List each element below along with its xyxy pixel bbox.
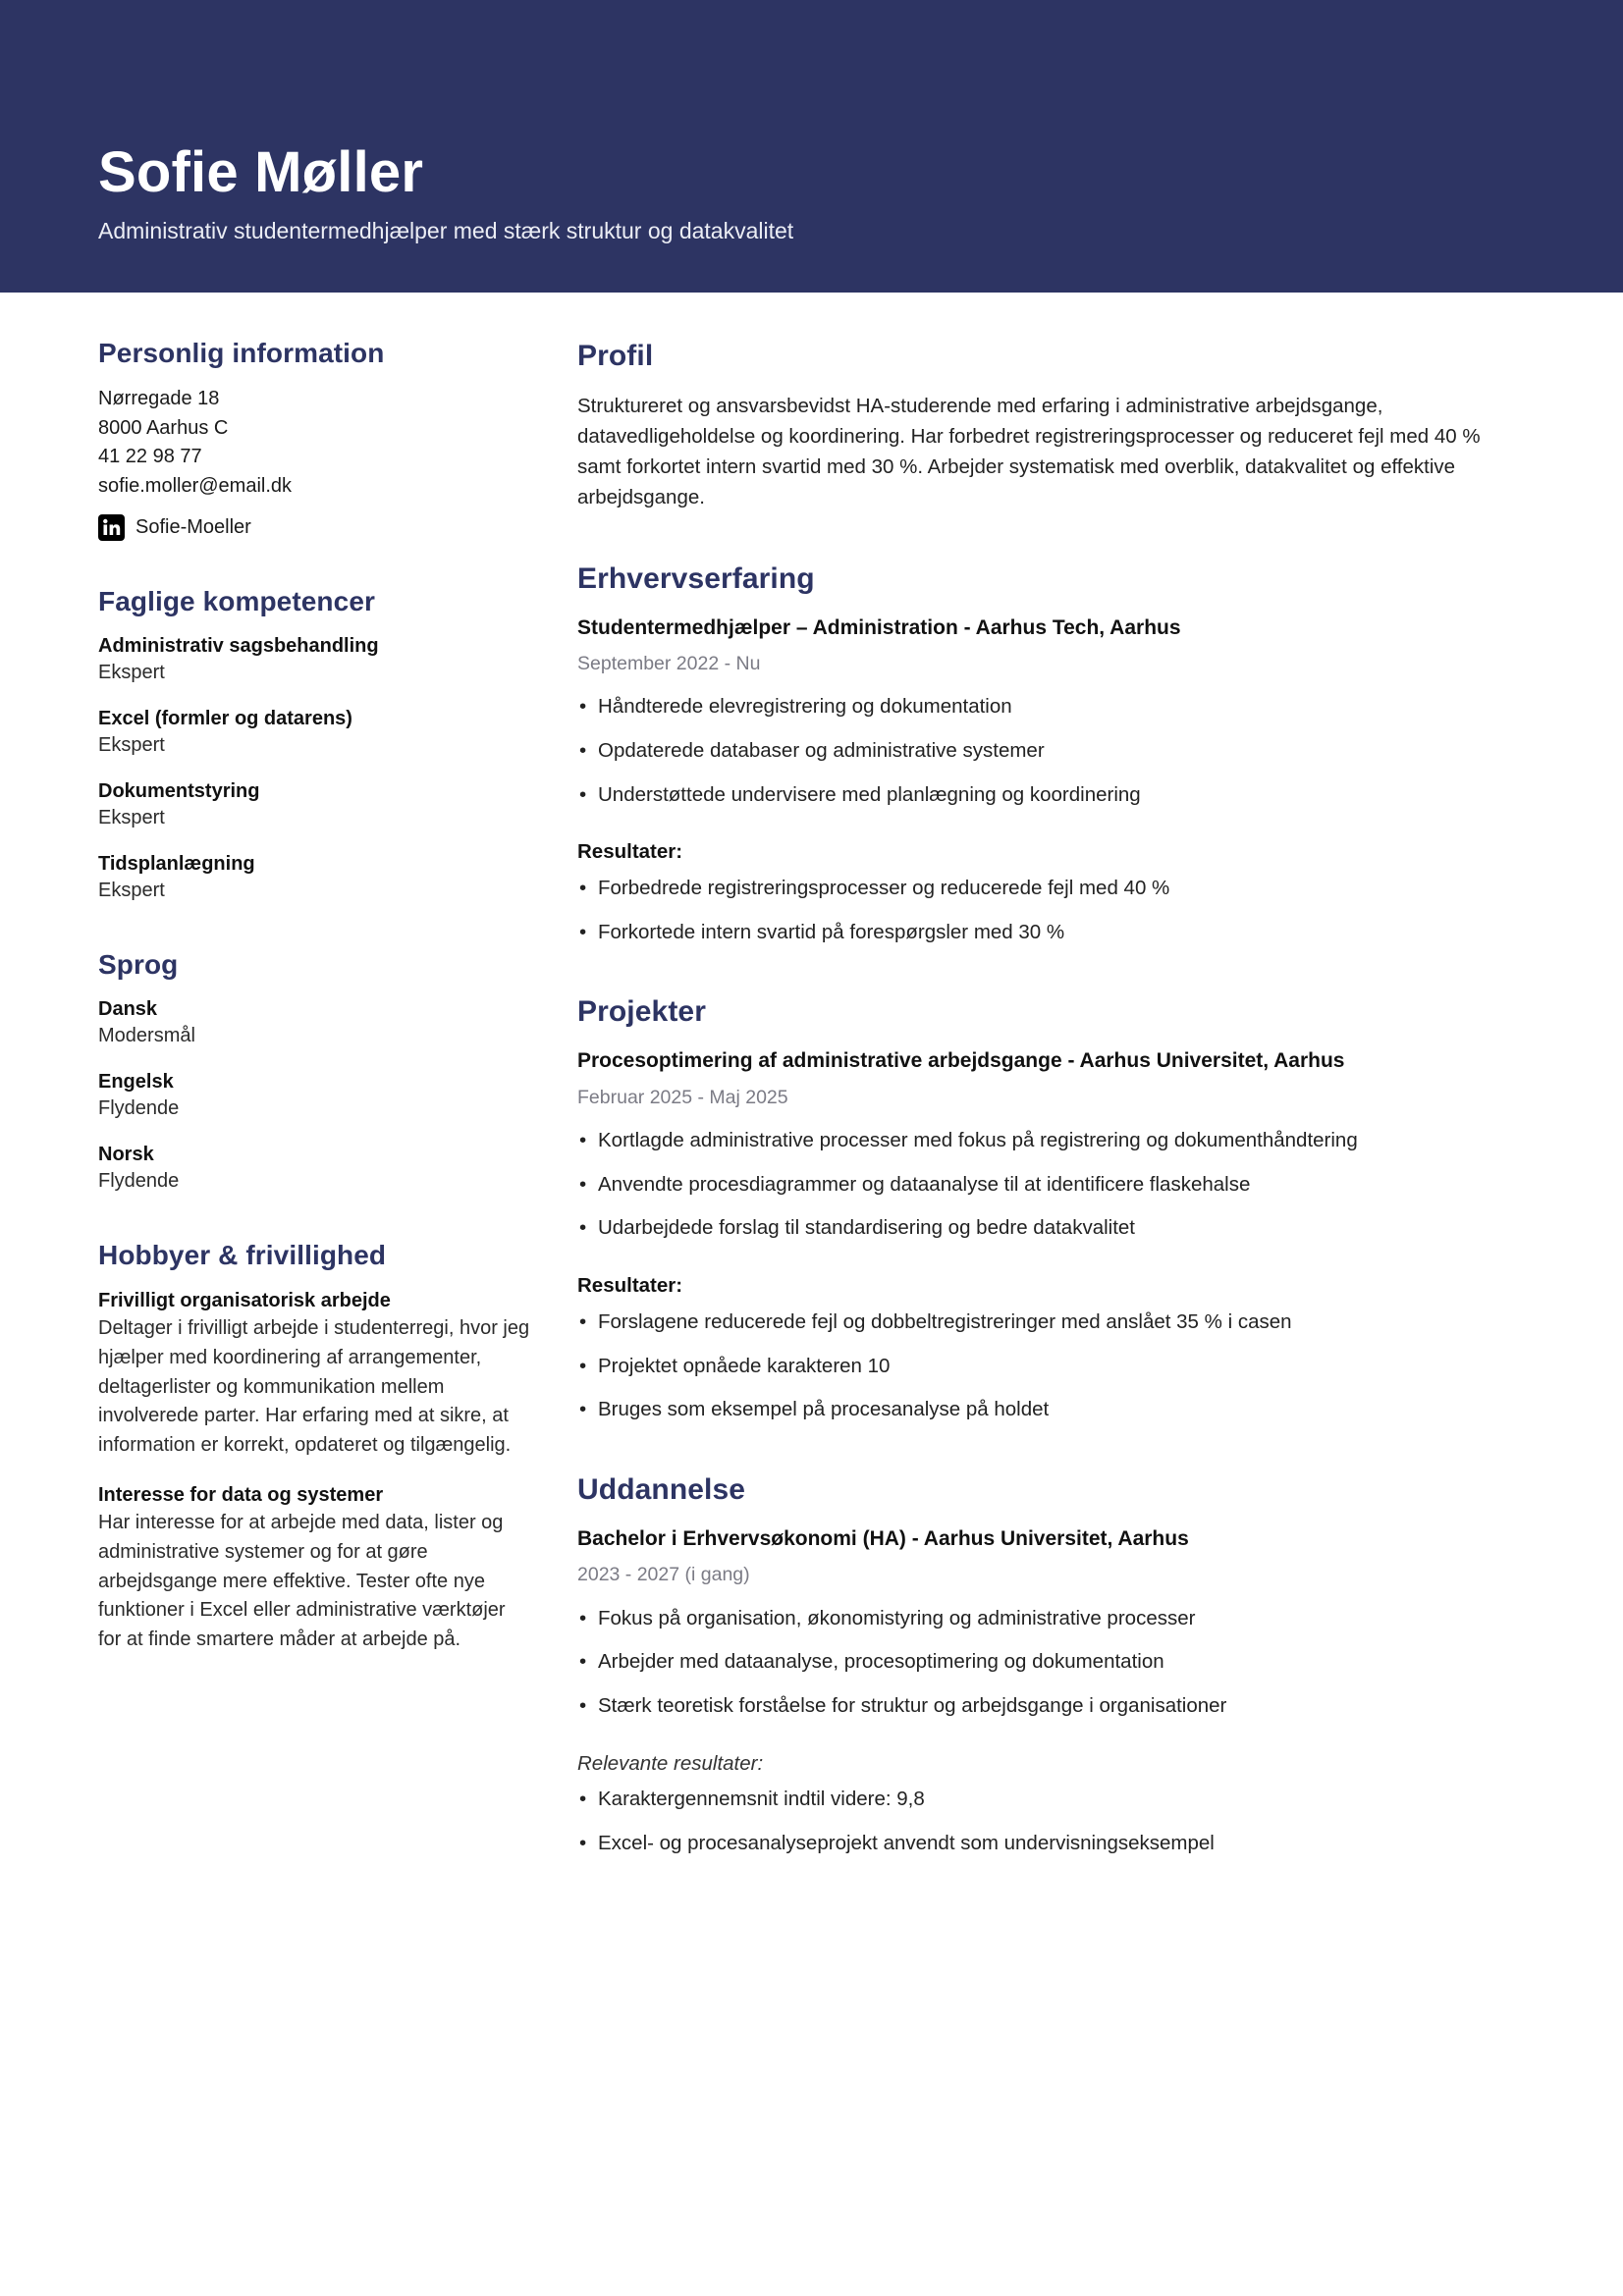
education-bullets <box>577 1605 1535 1721</box>
bullet-item: • Fokus på organisation, økonomistyring og administrative processer <box>577 1605 1535 1633</box>
cv-main-column <box>577 338 1535 1874</box>
language-item <box>98 996 530 1049</box>
linkedin-handle: Sofie-Moeller <box>135 516 251 539</box>
skill-level: Ekspert <box>98 880 165 902</box>
skill-level: Ekspert <box>98 807 165 829</box>
bullet-item: • Håndterede elevregistrering og dokumentation <box>577 693 1535 721</box>
project-title: Procesoptimering af administrative arbejdsgange - Aarhus Universitet, Aarhus <box>577 1049 1345 1073</box>
language-item <box>98 1142 530 1195</box>
language-level: Flydende <box>98 1097 180 1120</box>
section-projects <box>577 995 1535 1423</box>
results-bullets <box>577 875 1535 946</box>
bullet-item: • Arbejder med dataanalyse, procesoptimering og dokumentation <box>577 1648 1535 1677</box>
hobby-text: Deltager i frivilligt arbejde i studenterregi, hvor jeg hjælper med koordinering af arrangementer, deltagerlister og kommunikation mellem involverede parter. Har erfaring med at sikre, at information er korrekt, opdateret og tilgængelig. <box>98 1317 530 1456</box>
hobby-title: Frivilligt organisatorisk arbejde <box>98 1290 391 1312</box>
bullet-item: • Udarbejdede forslag til standardisering og bedre datakvalitet <box>577 1214 1535 1243</box>
section-heading-skills: Faglige kompetencer <box>98 586 375 617</box>
project-entry <box>577 1046 1535 1423</box>
education-results <box>577 1750 1535 1858</box>
results-bullets <box>577 1786 1535 1857</box>
skill-item <box>98 851 530 904</box>
section-heading-hobbies: Hobbyer & frivillighed <box>98 1240 387 1271</box>
hobby-text: Har interesse for at arbejde med data, lister og administrative systemer og for at gøre arbejdsgange mere effektive. Tester ofte nye funktioner i Excel eller administrative værktøjer for at finde smartere måder at arbejde på. <box>98 1512 506 1650</box>
experience-results <box>577 838 1535 946</box>
bullet-item: • Karaktergennemsnit indtil videre: 9,8 <box>577 1786 1535 1814</box>
project-date: Februar 2025 - Maj 2025 <box>577 1086 788 1108</box>
section-personal-information <box>98 338 530 541</box>
contact-phone: 41 22 98 77 <box>98 446 202 468</box>
education-date: 2023 - 2027 (i gang) <box>577 1564 750 1586</box>
results-label: Resultater: <box>577 840 683 864</box>
hobby-item <box>98 1287 530 1460</box>
candidate-name: Sofie Møller <box>98 139 424 204</box>
section-languages <box>98 949 530 1195</box>
section-heading-languages: Sprog <box>98 949 179 981</box>
bullet-item: • Bruges som eksempel på procesanalyse på holdet <box>577 1396 1535 1424</box>
section-hobbies <box>98 1240 530 1654</box>
skill-item <box>98 706 530 759</box>
bullet-item: • Excel- og procesanalyseprojekt anvendt som undervisningseksempel <box>577 1830 1535 1858</box>
language-name: Norsk <box>98 1144 154 1166</box>
experience-title: Studentermedhjælper – Administration - Aarhus Tech, Aarhus <box>577 615 1181 639</box>
language-item <box>98 1069 530 1122</box>
language-level: Modersmål <box>98 1025 195 1047</box>
section-heading-experience: Erhvervserfaring <box>577 561 815 595</box>
section-heading-profile: Profil <box>577 340 654 372</box>
skill-item <box>98 778 530 831</box>
profile-text: Struktureret og ansvarsbevidst HA-studerende med erfaring i administrative arbejdsgange, datavedligeholdelse og koordinering. Har forbedret registreringsprocesser og reduceret fejl med 40 % samt forkortet intern svartid med 30 %. Arbejder systematisk med overblik, datakvalitet og effektive arbejdsgange. <box>577 395 1481 509</box>
section-profile <box>577 340 1535 513</box>
experience-entry <box>577 614 1535 947</box>
language-level: Flydende <box>98 1170 180 1193</box>
bullet-item: • Forbedrede registreringsprocesser og reducerede fejl med 40 % <box>577 875 1535 903</box>
results-bullets <box>577 1308 1535 1424</box>
candidate-tagline: Administrativ studentermedhjælper med stærk struktur og datakvalitet <box>98 218 794 244</box>
hobby-title: Interesse for data og systemer <box>98 1484 384 1507</box>
skill-name: Dokumentstyring <box>98 780 260 803</box>
experience-date: September 2022 - Nu <box>577 653 761 675</box>
bullet-item: • Anvendte procesdiagrammer og dataanalyse til at identificere flaskehalse <box>577 1171 1535 1200</box>
section-education <box>577 1473 1535 1858</box>
section-heading-education: Uddannelse <box>577 1472 746 1506</box>
contact-address-line1: Nørregade 18 <box>98 388 220 409</box>
bullet-item: • Stærk teoretisk forståelse for struktur og arbejdsgange i organisationer <box>577 1692 1535 1721</box>
experience-bullets <box>577 693 1535 809</box>
section-heading-projects: Projekter <box>577 995 706 1029</box>
bullet-item: • Opdaterede databaser og administrative systemer <box>577 737 1535 766</box>
education-entry <box>577 1524 1535 1858</box>
results-label: Relevante resultater: <box>577 1751 764 1775</box>
bullet-item: • Forkortede intern svartid på forespørgsler med 30 % <box>577 919 1535 947</box>
skill-name: Tidsplanlægning <box>98 853 255 876</box>
section-skills <box>98 586 530 904</box>
skill-level: Ekspert <box>98 734 165 757</box>
skill-item <box>98 633 530 686</box>
cv-body <box>0 293 1623 1933</box>
cv-sidebar <box>98 338 530 1654</box>
hobby-item <box>98 1481 530 1654</box>
language-name: Engelsk <box>98 1071 174 1094</box>
skill-name: Administrativ sagsbehandling <box>98 635 379 658</box>
bullet-item: • Understøttede undervisere med planlægning og koordinering <box>577 781 1535 810</box>
bullet-item: • Kortlagde administrative processer med fokus på registrering og dokumenthåndtering <box>577 1127 1535 1155</box>
language-name: Dansk <box>98 998 158 1021</box>
contact-address-line2: 8000 Aarhus C <box>98 416 229 439</box>
results-label: Resultater: <box>577 1274 683 1298</box>
skill-name: Excel (formler og datarens) <box>98 708 352 730</box>
education-title: Bachelor i Erhvervsøkonomi (HA) - Aarhus Universitet, Aarhus <box>577 1526 1189 1550</box>
bullet-item: • Projektet opnåede karakteren 10 <box>577 1353 1535 1381</box>
skill-level: Ekspert <box>98 662 165 684</box>
section-experience <box>577 562 1535 947</box>
project-results <box>577 1272 1535 1424</box>
bullet-item: • Forslagene reducerede fejl og dobbeltregistreringer med anslået 35 % i casen <box>577 1308 1535 1337</box>
linkedin-icon <box>98 514 125 541</box>
project-bullets <box>577 1127 1535 1243</box>
cv-header <box>0 0 1623 293</box>
contact-linkedin[interactable] <box>98 514 530 541</box>
contact-email: sofie.moller@email.dk <box>98 474 293 497</box>
section-heading-personal-information: Personlig information <box>98 338 385 368</box>
